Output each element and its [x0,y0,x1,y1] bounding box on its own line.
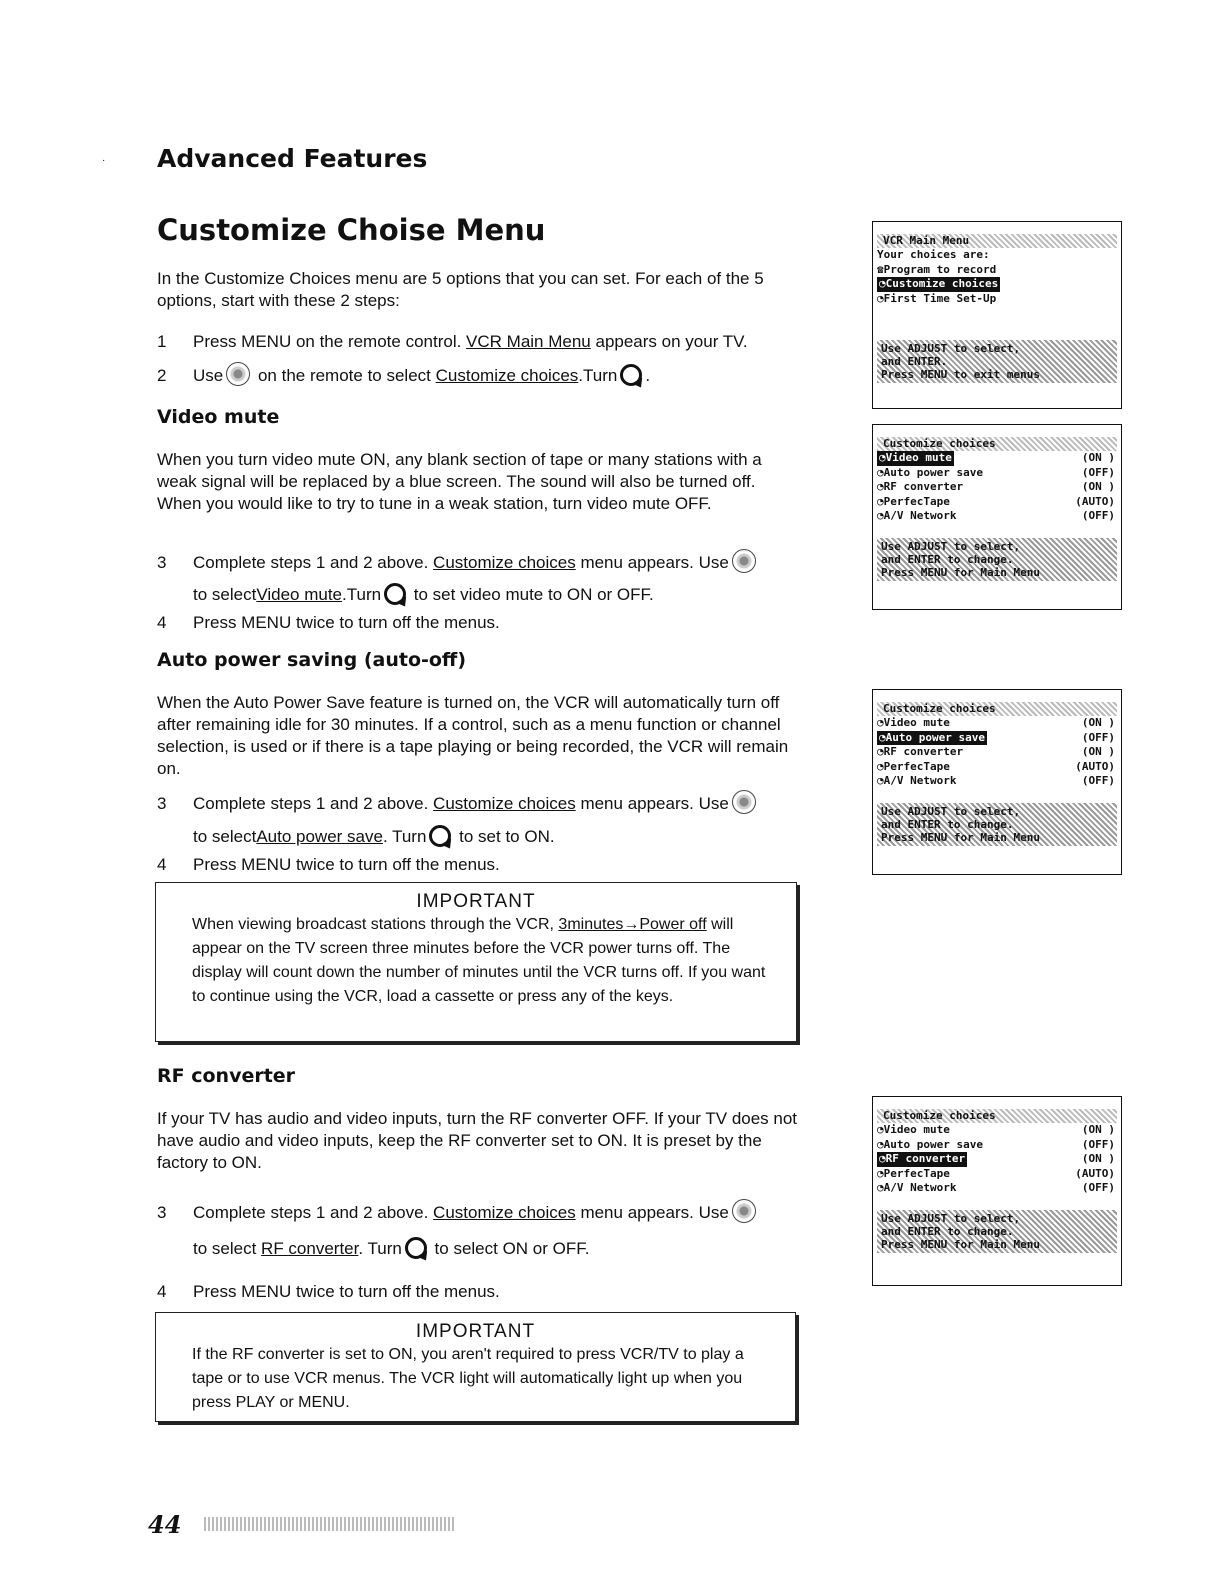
rf-step-3: 3 Complete steps 1 and 2 above. Customize choices menu appears. Use [157,1199,807,1224]
section-title: Advanced Features [157,144,428,173]
page-number: 44 [148,1510,182,1539]
rf-step-3-cont: to select RF converter. Turn to select ON or OFF. [193,1239,590,1258]
auto-power-step-3: 3 Complete steps 1 and 2 above. Customize choices menu appears. Use [157,790,807,815]
screen-header: VCR Main Menu [877,234,1117,248]
menu-item: ☎Program to record [877,262,997,276]
step-number: 2 [157,366,167,385]
video-mute-heading: Video mute [157,406,280,428]
screen-instructions: Use ADJUST to select, and ENTER to change. Press MENU for Main Menu [877,1210,1117,1253]
screen-header: Customize choices [877,1109,1117,1123]
menu-item: ◔PerfecTape (AUTO) [877,494,1115,508]
page-title: Customize Choise Menu [157,213,546,247]
auto-power-body: When the Auto Power Save feature is turned on, the VCR will automatically turn off after remaining idle for 30 minutes. If a control, such as a menu function or channel selection, is used or if there is a tape playing or being recorded, the VCR will remain on. [157,693,789,778]
adjust-dial-icon [732,1199,756,1223]
rf-heading: RF converter [157,1065,296,1087]
phone-icon: ☎ [877,262,884,276]
menu-item-selected: ◔Video mute (ON ) [879,451,1115,464]
turn-knob-icon [620,364,642,386]
video-mute-step-3: 3 Complete steps 1 and 2 above. Customize choices menu appears. Use [157,549,807,574]
menu-item: ◔A/V Network (OFF) [877,509,1115,522]
turn-knob-icon [384,583,406,605]
adjust-dial-icon [732,549,756,573]
auto-power-step-3-cont: to selectAuto power save. Turn to set to ON. [193,827,555,846]
screen-header: Customize choices [877,437,1117,451]
menu-item: ◔Auto power save (OFF) [877,465,1115,479]
menu-item: ◔PerfecTape (AUTO) [877,1166,1115,1180]
screen-instructions: Use ADJUST to select, and ENTER to change. Press MENU for Main Menu [877,538,1117,581]
rf-step-4: 4 Press MENU twice to turn off the menus. [157,1282,500,1301]
vcr-main-menu-link: VCR Main Menu [466,332,591,351]
menu-item: ◔RF converter (ON ) [877,480,1115,493]
tv-screen-video-mute [872,424,1122,610]
intro-paragraph: In the Customize Choices menu are 5 options that you can set. For each of the 5 options, start with these 2 steps: [157,269,764,310]
important-title: IMPORTANT [415,1321,536,1342]
video-mute-step-3-cont: to selectVideo mute.Turn to set video mute to ON or OFF. [193,585,654,604]
important-text: If the RF converter is set to ON, you aren't required to press VCR/TV to play a tape or to use VCR menus. The VCR light will automatically light up when you press PLAY or MENU. [192,1346,744,1411]
menu-item-selected: ◔Auto power save (OFF) [879,730,1115,744]
auto-power-step-4: 4 Press MENU twice to turn off the menus. [157,855,500,874]
menu-item: ◔RF converter (ON ) [877,745,1115,758]
tv-screen-auto-power [872,689,1122,875]
adjust-dial-icon [226,362,250,386]
step-number: 1 [157,332,167,351]
menu-item: ◔Video mute (ON ) [877,716,1115,729]
bullet-icon: ◔ [879,277,886,290]
menu-item: ◔PerfecTape (AUTO) [877,759,1115,773]
stray-mark: · [102,155,106,166]
important-box-1 [155,882,797,1042]
menu-item: ◔Auto power save (OFF) [877,1137,1115,1151]
turn-knob-icon [405,1237,427,1259]
intro-step-2: 2 Use on the remote to select Customize choices.Turn . [157,362,807,387]
intro-step-1: 1 Press MENU on the remote control. VCR Main Menu appears on your TV. [157,332,748,351]
customize-choices-link: Customize choices [435,366,579,385]
menu-item: ◔Video mute (ON ) [877,1123,1115,1136]
tv-screen-main-menu [872,221,1122,409]
turn-knob-icon [429,825,451,847]
video-mute-body: When you turn video mute ON, any blank section of tape or many stations with a weak signal will be replaced by a blue screen. The sound will also be turned off. When you would like to try to tune in a weak station, turn video mute OFF. [157,450,762,513]
video-mute-step-4: 4 Press MENU twice to turn off the menus. [157,613,500,632]
screen-instructions: Use ADJUST to select, and ENTER. Press MENU to exit menus [877,340,1117,383]
menu-item-selected: ◔Customize choices [879,277,999,290]
menu-item: ◔First Time Set-Up [877,291,997,305]
screen-line: Your choices are: [877,248,990,261]
screen-instructions: Use ADJUST to select, and ENTER to change. Press MENU for Main Menu [877,803,1117,846]
auto-power-heading: Auto power saving (auto-off) [157,649,467,671]
screen-header: Customize choices [877,702,1117,716]
adjust-dial-icon [732,790,756,814]
bullet-icon: ◔ [877,291,884,305]
important-box-2 [155,1312,796,1422]
footer-decoration [204,1517,456,1531]
rf-body: If your TV has audio and video inputs, turn the RF converter OFF. If your TV does not have audio and video inputs, keep the RF converter set to ON. It is preset by the factory to ON. [157,1109,798,1172]
menu-item: ◔A/V Network (OFF) [877,774,1115,787]
important-text: When viewing broadcast stations through the VCR, 3minutes→Power off will appear on the TV screen three minutes before the VCR power turns off. The display will count down the number of minutes until the VCR turns off. If you want to continue using the VCR, load a cassette or press any of the keys. [192,916,766,1005]
tv-screen-rf-converter [872,1096,1122,1286]
important-title: IMPORTANT [416,891,536,912]
menu-item-selected: ◔RF converter (ON ) [879,1152,1115,1165]
menu-item: ◔A/V Network (OFF) [877,1181,1115,1194]
